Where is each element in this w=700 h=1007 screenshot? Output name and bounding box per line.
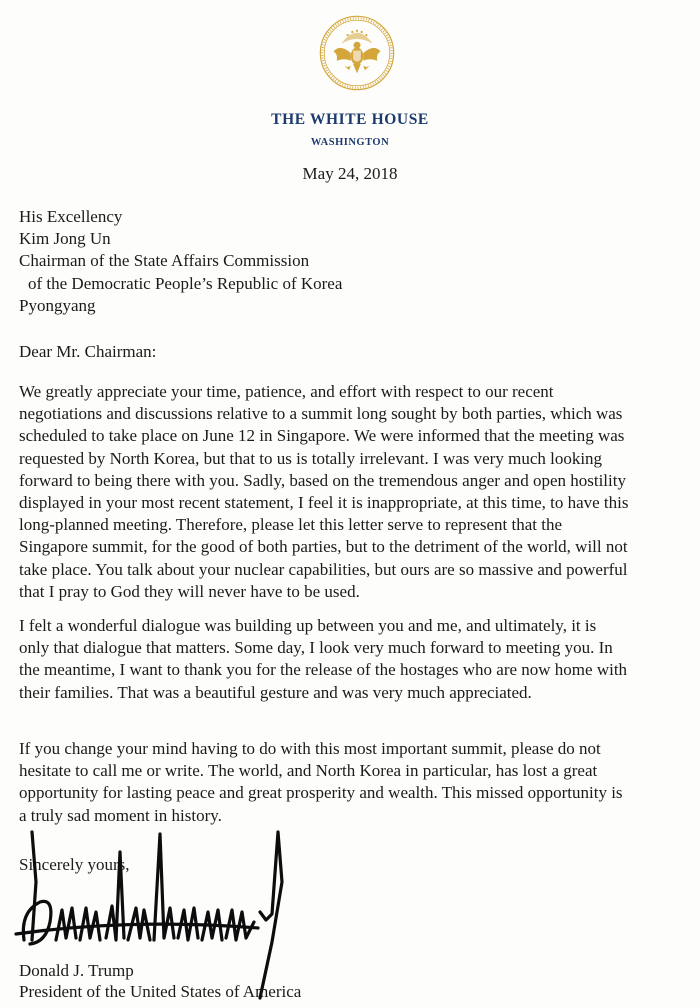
paragraph-3: [19, 738, 623, 827]
recipient-address: [19, 206, 342, 317]
paragraph-line: If you change your mind having to do with this most important summit, please do not: [19, 739, 601, 758]
paragraph-1: [19, 381, 629, 603]
paragraph-line: the meantime, I want to thank you for the release of the hostages who are now home with: [19, 660, 628, 680]
signer-name: Donald J. Trump: [19, 961, 134, 980]
paragraph-line: forward to being there with you. Sadly, based on the tremendous anger and open hostility: [19, 470, 626, 490]
signer-block: [19, 960, 301, 1002]
address-line: His Excellency: [19, 207, 123, 226]
paragraph-line: displayed in your most recent statement, I feel it is inappropriate, at this time, to have this: [19, 493, 629, 513]
address-line: of the Democratic People’s Republic of Korea: [28, 273, 343, 293]
paragraph-line: Singapore summit, for the good of both parties, but to the detriment of the world, will not: [19, 537, 628, 557]
paragraph-line: We greatly appreciate your time, patience, and effort with respect to our recent: [19, 382, 554, 401]
address-line: Chairman of the State Affairs Commission: [19, 251, 310, 271]
paragraph-line: requested by North Korea, but that to us is totally irrelevant. I was very much looking: [19, 448, 603, 468]
paragraph-2: [19, 615, 627, 704]
presidential-seal-icon: [318, 14, 396, 92]
paragraph-line: I felt a wonderful dialogue was building up between you and me, and ultimately, it is: [19, 616, 597, 635]
paragraph-line: that I pray to God they will never have to be used.: [19, 581, 360, 601]
paragraph-line: their families. That was a beautiful gesture and was very much appreciated.: [19, 682, 532, 702]
paragraph-line: negotiations and discussions relative to a summit long sought by both parties, which was: [19, 404, 623, 424]
address-line: Pyongyang: [19, 295, 96, 315]
letterhead-city: WASHINGTON: [310, 137, 390, 148]
signer-title: President of the United States of America: [19, 982, 302, 1001]
paragraph-line: take place. You talk about your nuclear capabilities, but ours are so massive and powerful: [19, 559, 628, 579]
paragraph-line: long-planned meeting. Therefore, please let this letter serve to represent that the: [19, 515, 563, 535]
letterhead-title: THE WHITE HOUSE: [271, 111, 429, 128]
closing: Sincerely yours,: [19, 855, 130, 874]
paragraph-line: scheduled to take place on June 12 in Singapore. We were informed that the meeting was: [19, 426, 625, 446]
salutation: Dear Mr. Chairman:: [19, 342, 157, 361]
letter-date: May 24, 2018: [302, 164, 398, 183]
paragraph-line: a truly sad moment in history.: [19, 805, 222, 825]
paragraph-line: hesitate to call me or write. The world, and North Korea in particular, has lost a great: [19, 761, 598, 781]
paragraph-line: only that dialogue that matters. Some day, I look very much forward to meeting you. In: [19, 638, 613, 658]
paragraph-line: opportunity for lasting peace and great prosperity and wealth. This missed opportunity is: [19, 783, 623, 803]
address-line: Kim Jong Un: [19, 229, 111, 249]
